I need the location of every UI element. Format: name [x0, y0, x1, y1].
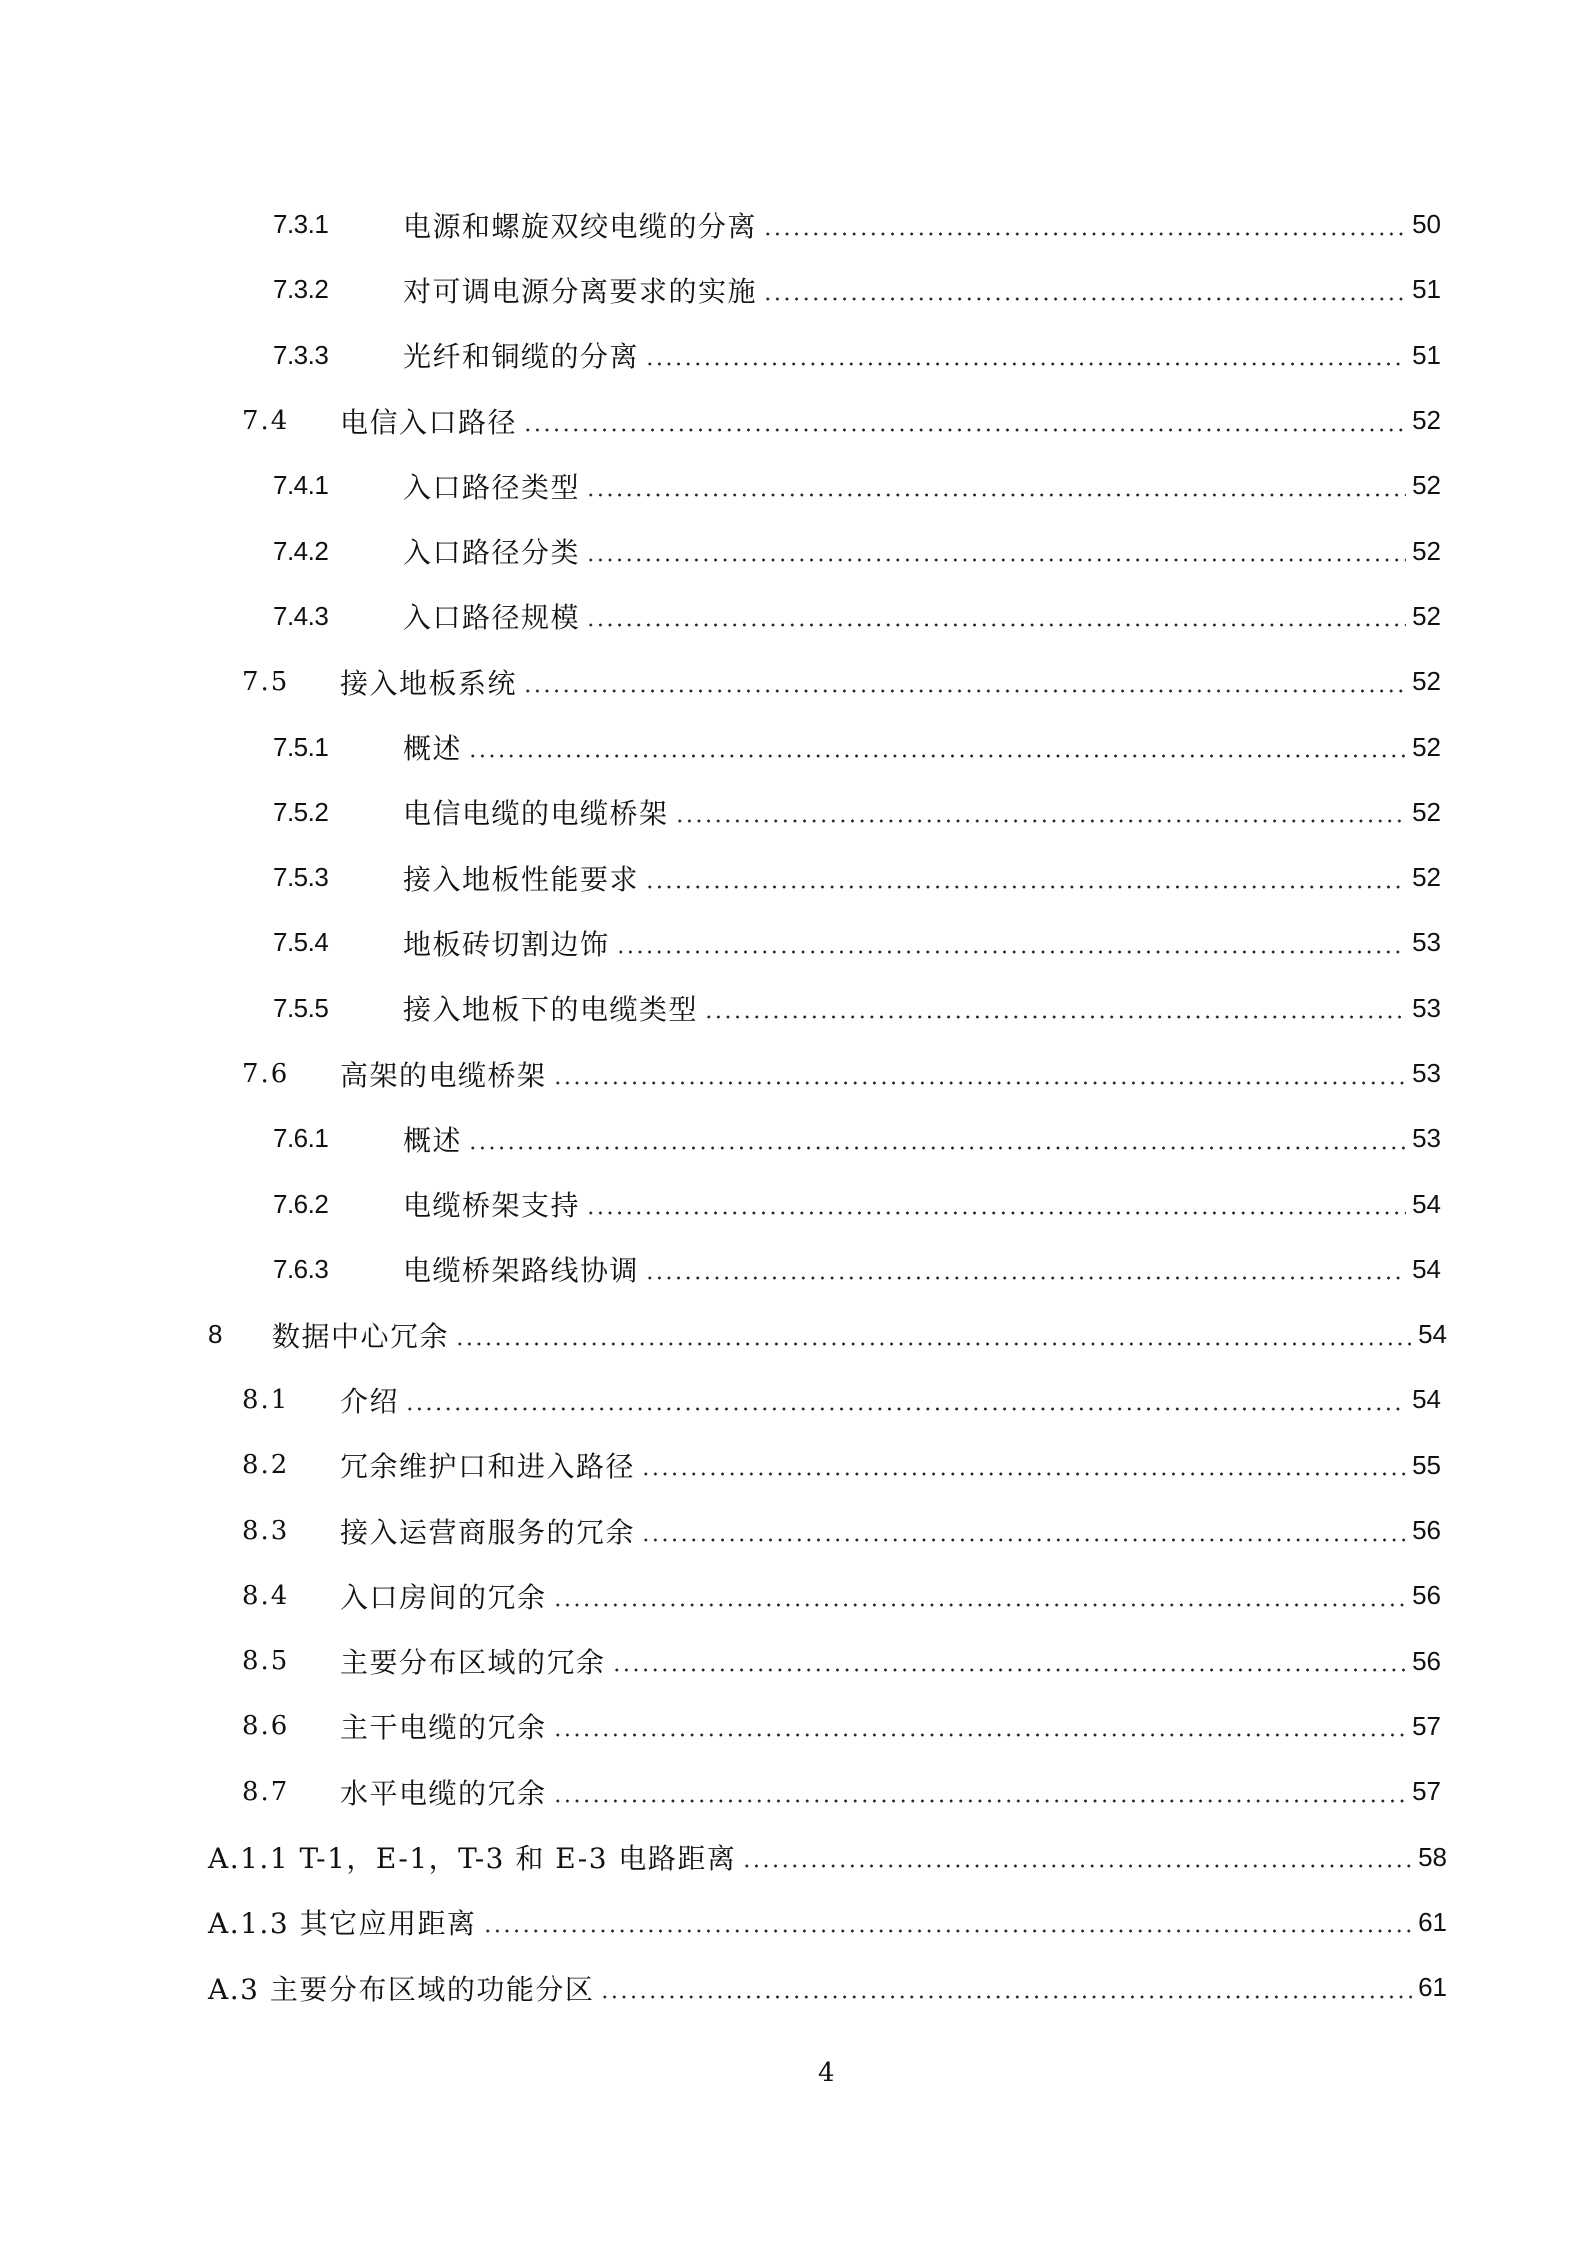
toc-entry-title: 入口路径规模 — [403, 601, 581, 635]
dot-leader — [641, 1538, 1406, 1542]
toc-entry-page: 52 — [1412, 535, 1441, 566]
toc-entry-page: 51 — [1412, 339, 1441, 370]
toc-entry-number: 8.4 — [242, 1580, 290, 1611]
dot-leader — [645, 885, 1406, 889]
toc-entry-number: 7.5.2 — [273, 796, 329, 827]
dot-leader — [641, 1472, 1406, 1476]
toc-entry-page: 56 — [1412, 1645, 1441, 1676]
toc-entry-number: 7.4.2 — [273, 535, 329, 566]
toc-entry[interactable] — [0, 257, 1587, 322]
toc-entry[interactable] — [0, 845, 1587, 910]
toc-entry-number: 8.5 — [242, 1646, 290, 1677]
toc-entry-title: 入口路径分类 — [403, 536, 581, 570]
toc-entry-title: 主要分布区域的冗余 — [340, 1646, 606, 1680]
dot-leader — [405, 1407, 1406, 1411]
toc-entry-title: 对可调电源分离要求的实施 — [403, 274, 758, 308]
toc-entry-title: A.1.1 T-1，E-1，T-3 和 E-3 电路距离 — [208, 1842, 737, 1876]
toc-entry-number: 7.6.2 — [273, 1188, 329, 1219]
toc-entry[interactable] — [0, 910, 1587, 975]
toc-entry-title: A.3 主要分布区域的功能分区 — [208, 1972, 595, 2006]
toc-entry[interactable] — [0, 1824, 1587, 1889]
toc-entry-number: 7.5.3 — [273, 862, 329, 893]
toc-entry[interactable] — [0, 1890, 1587, 1955]
toc-entry-number: 7.5.4 — [273, 927, 329, 958]
toc-entry-number: 7.4 — [242, 405, 290, 436]
toc-entry-page: 50 — [1412, 209, 1441, 240]
toc-entry[interactable] — [0, 976, 1587, 1041]
toc-entry-number: 7.3.3 — [273, 339, 329, 370]
footer-page-number: 4 — [818, 2058, 835, 2088]
toc-entry-title: 入口路径类型 — [403, 470, 581, 504]
toc-entry-title: 光纤和铜缆的分离 — [403, 340, 640, 374]
dot-leader — [468, 1146, 1406, 1150]
toc-entry-title: 接入地板性能要求 — [403, 862, 640, 896]
toc-entry[interactable] — [0, 1106, 1587, 1171]
dot-leader — [586, 623, 1406, 627]
toc-entry[interactable] — [0, 649, 1587, 714]
toc-entry-title: 接入运营商服务的冗余 — [340, 1515, 636, 1549]
toc-entry-page: 61 — [1418, 1906, 1447, 1937]
dot-leader — [553, 1799, 1406, 1803]
toc-entry-number: 7.3.1 — [273, 209, 329, 240]
toc-entry-title: 接入地板系统 — [340, 666, 518, 700]
dot-leader — [763, 232, 1406, 236]
dot-leader — [586, 1211, 1406, 1215]
toc-entry[interactable] — [0, 1629, 1587, 1694]
toc-entry-page: 54 — [1412, 1384, 1441, 1415]
dot-leader — [645, 1276, 1406, 1280]
toc-entry-title: 地板砖切割边饰 — [403, 927, 610, 961]
toc-entry-page: 52 — [1412, 796, 1441, 827]
toc-entry-page: 57 — [1412, 1710, 1441, 1741]
toc-entry-title: 电信电缆的电缆桥架 — [403, 797, 669, 831]
toc-entry-number: 8.1 — [242, 1384, 290, 1415]
toc-entry-title: 水平电缆的冗余 — [340, 1776, 547, 1810]
dot-leader — [742, 1864, 1412, 1868]
toc-entry[interactable] — [0, 1759, 1587, 1824]
toc-entry-number: 7.6.1 — [273, 1123, 329, 1154]
toc-entry-number: 7.6.3 — [273, 1253, 329, 1284]
dot-leader — [645, 362, 1406, 366]
dot-leader — [553, 1081, 1406, 1085]
dot-leader — [523, 428, 1406, 432]
toc-entry-title: 主干电缆的冗余 — [340, 1711, 547, 1745]
toc-entry-number: 7.5.1 — [273, 731, 329, 762]
toc-entry[interactable] — [0, 1237, 1587, 1302]
dot-leader — [675, 819, 1406, 823]
toc-entry[interactable] — [0, 518, 1587, 583]
toc-entry[interactable] — [0, 584, 1587, 649]
toc-entry-title: A.1.3 其它应用距离 — [208, 1907, 477, 1941]
toc-entry-title: 概述 — [403, 1123, 463, 1157]
dot-leader — [704, 1015, 1406, 1019]
dot-leader — [586, 558, 1406, 562]
dot-leader — [553, 1603, 1406, 1607]
toc-entry[interactable] — [0, 1041, 1587, 1106]
toc-entry-title: 电信入口路径 — [340, 405, 518, 439]
dot-leader — [763, 297, 1406, 301]
toc-entry-title: 介绍 — [340, 1384, 400, 1418]
toc-entry-page: 55 — [1412, 1449, 1441, 1480]
toc-entry-page: 52 — [1412, 600, 1441, 631]
toc-entry[interactable] — [0, 1694, 1587, 1759]
dot-leader — [523, 689, 1406, 693]
toc-entry[interactable] — [0, 1955, 1587, 2020]
toc-entry-number: 8.6 — [242, 1711, 290, 1742]
toc-entry[interactable] — [0, 323, 1587, 388]
toc-entry-page: 58 — [1418, 1841, 1447, 1872]
toc-entry[interactable] — [0, 1563, 1587, 1628]
toc-entry-title: 入口房间的冗余 — [340, 1580, 547, 1614]
dot-leader — [616, 950, 1406, 954]
toc-entry-page: 54 — [1418, 1319, 1447, 1350]
toc-entry-page: 52 — [1412, 470, 1441, 501]
toc-entry-page: 52 — [1412, 731, 1441, 762]
toc-entry-page: 51 — [1412, 274, 1441, 305]
dot-leader — [483, 1929, 1412, 1933]
toc-entry[interactable] — [0, 1433, 1587, 1498]
table-of-contents — [0, 192, 1587, 2020]
toc-entry-number: 7.5.5 — [273, 992, 329, 1023]
dot-leader — [600, 1995, 1412, 1999]
toc-entry[interactable] — [0, 388, 1587, 453]
toc-entry-title: 数据中心冗余 — [272, 1319, 450, 1353]
toc-entry-page: 53 — [1412, 992, 1441, 1023]
dot-leader — [553, 1733, 1406, 1737]
toc-entry-page: 57 — [1412, 1776, 1441, 1807]
toc-entry-number: 8.3 — [242, 1515, 290, 1546]
toc-entry-page: 54 — [1412, 1253, 1441, 1284]
toc-entry-page: 56 — [1412, 1515, 1441, 1546]
toc-entry-title: 概述 — [403, 732, 463, 766]
toc-entry-title: 电缆桥架支持 — [403, 1189, 581, 1223]
toc-entry-number: 7.6 — [242, 1058, 290, 1089]
toc-entry[interactable] — [0, 1367, 1587, 1432]
toc-entry-page: 61 — [1418, 1972, 1447, 2003]
toc-entry-number: 7.4.1 — [273, 470, 329, 501]
toc-entry-number: 8 — [208, 1319, 222, 1350]
toc-entry[interactable] — [0, 192, 1587, 257]
toc-entry[interactable] — [0, 780, 1587, 845]
dot-leader — [586, 493, 1406, 497]
toc-entry-title: 电缆桥架路线协调 — [403, 1254, 640, 1288]
toc-entry-page: 53 — [1412, 927, 1441, 958]
toc-entry[interactable] — [0, 1171, 1587, 1236]
toc-entry-page: 54 — [1412, 1188, 1441, 1219]
toc-entry-page: 56 — [1412, 1580, 1441, 1611]
toc-entry-page: 52 — [1412, 405, 1441, 436]
toc-entry-number: 8.7 — [242, 1776, 290, 1807]
toc-entry[interactable] — [0, 453, 1587, 518]
toc-entry[interactable] — [0, 1498, 1587, 1563]
toc-entry-title: 高架的电缆桥架 — [340, 1058, 547, 1092]
toc-entry-number: 8.2 — [242, 1450, 290, 1481]
toc-entry-title: 冗余维护口和进入路径 — [340, 1450, 636, 1484]
dot-leader — [468, 754, 1406, 758]
toc-entry-title: 接入地板下的电缆类型 — [403, 993, 699, 1027]
dot-leader — [612, 1668, 1406, 1672]
toc-entry-number: 7.3.2 — [273, 274, 329, 305]
toc-entry-page: 52 — [1412, 666, 1441, 697]
toc-entry-page: 53 — [1412, 1058, 1441, 1088]
toc-entry-number: 7.5 — [242, 666, 290, 697]
dot-leader — [455, 1342, 1412, 1346]
toc-entry-number: 7.4.3 — [273, 600, 329, 631]
toc-entry[interactable] — [0, 1302, 1587, 1367]
toc-entry-title: 电源和螺旋双绞电缆的分离 — [403, 209, 758, 243]
toc-entry-page: 52 — [1412, 862, 1441, 893]
toc-entry[interactable] — [0, 714, 1587, 779]
toc-entry-page: 53 — [1412, 1123, 1441, 1154]
